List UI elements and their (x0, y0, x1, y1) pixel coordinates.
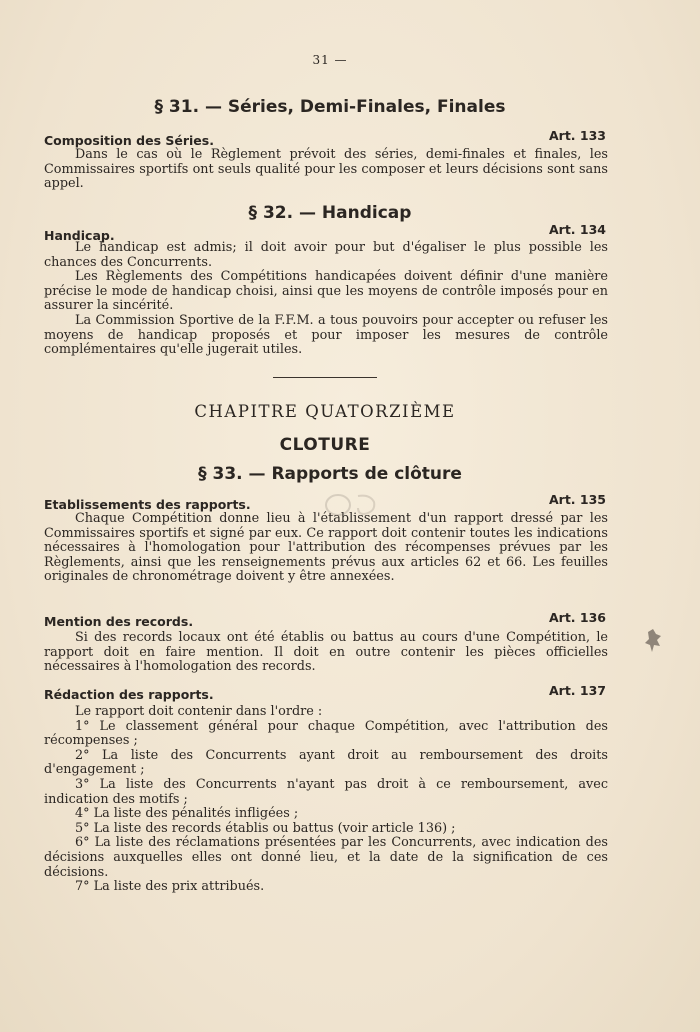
article-133-text (44, 148, 608, 192)
faint-stamp-mark (318, 492, 384, 518)
article-134-text (44, 241, 608, 358)
list-item: 7° La liste des prix attribués. (75, 879, 265, 895)
article-134-title: Handicap. (44, 228, 115, 243)
article-135-number: Art. 135 (548, 492, 606, 507)
chapter-number: CHAPITRE QUATORZIÈME (194, 402, 456, 421)
article-134-paragraph-2: Les Règlements des Compétitions handicapées doivent définir d'une manière précise le mode de handicap choisi, ainsi que les moyens de contrôle imposés pour en assurer la sincérité. (44, 269, 608, 314)
section-31-heading: § 31. — Séries, Demi-Finales, Finales (154, 97, 506, 117)
article-136-number: Art. 136 (548, 610, 606, 625)
list-item: 2° La liste des Concurrents ayant droit au remboursement des droits d'engagement ; (44, 747, 608, 778)
article-133-title: Composition des Séries. (44, 133, 214, 148)
article-135-paragraph: Chaque Compétition donne lieu à l'établissement d'un rapport dressé par les Commissaires sportifs et signé par eux. Ce rapport doit contenir toutes les indications nécessaires à l'homologation pour l'attribution des récompenses prévues par les Règlements, ainsi que les renseignements prévus aux articles 62 et 66. Les feuilles originales de chronométrage doivent y être annexées. (44, 511, 608, 585)
article-134-paragraph-3: La Commission Sportive de la F.F.M. a tous pouvoirs pour accepter ou refuser les moyens de handicap proposés et pour imposer les mesures de contrôle complémentaires qu'elle jugerait utiles. (44, 312, 608, 358)
divider-rule (273, 377, 377, 378)
article-136-text (44, 631, 608, 675)
article-137-intro: Le rapport doit contenir dans l'ordre : (75, 704, 323, 719)
list-item: 6° La liste des réclamations présentées par les Concurrents, avec indication des décisions auxquelles elles ont donné lieu, et la date de la signification de ces décisions. (44, 835, 608, 880)
chapter-title: CLOTURE (279, 435, 371, 455)
section-33-heading: § 33. — Rapports de clôture (198, 464, 462, 484)
article-137-title: Rédaction des rapports. (44, 687, 214, 702)
list-item: 5° La liste des records établis ou battus (voir article 136) ; (75, 820, 456, 836)
article-134-paragraph-1: Le handicap est admis; il doit avoir pour but d'égaliser le plus possible les chances des Concurrents. (44, 240, 608, 270)
list-item: 1° Le classement général pour chaque Compétition, avec l'attribution des récompenses ; (44, 718, 608, 749)
article-135-title: Etablissements des rapports. (44, 497, 251, 512)
article-133-paragraph: Dans le cas où le Règlement prévoit des séries, demi-finales et finales, les Commissaires sportifs ont seuls qualité pour les composer et leurs décisions sont sans appel. (44, 147, 608, 192)
article-133-number: Art. 133 (548, 128, 606, 143)
stamp-graphic (318, 492, 384, 518)
article-134-number: Art. 134 (548, 222, 606, 237)
ink-speck (644, 628, 662, 654)
page-number: 31 — (312, 53, 348, 67)
list-item: 4° La liste des pénalités infligées ; (75, 806, 299, 822)
article-136-title: Mention des records. (44, 614, 194, 629)
article-136-paragraph: Si des records locaux ont été établis ou battus au cours d'une Compétition, le rapport doit en faire mention. Il doit en outre contenir les pièces officielles nécessaires à l'homologation des records. (44, 630, 608, 675)
article-137-text (44, 705, 608, 895)
list-item: 3° La liste des Concurrents n'ayant pas droit à ce remboursement, avec indication des motifs ; (44, 776, 608, 807)
section-32-heading: § 32. — Handicap (248, 203, 412, 223)
article-135-text (44, 512, 608, 585)
article-137-number: Art. 137 (548, 683, 606, 698)
